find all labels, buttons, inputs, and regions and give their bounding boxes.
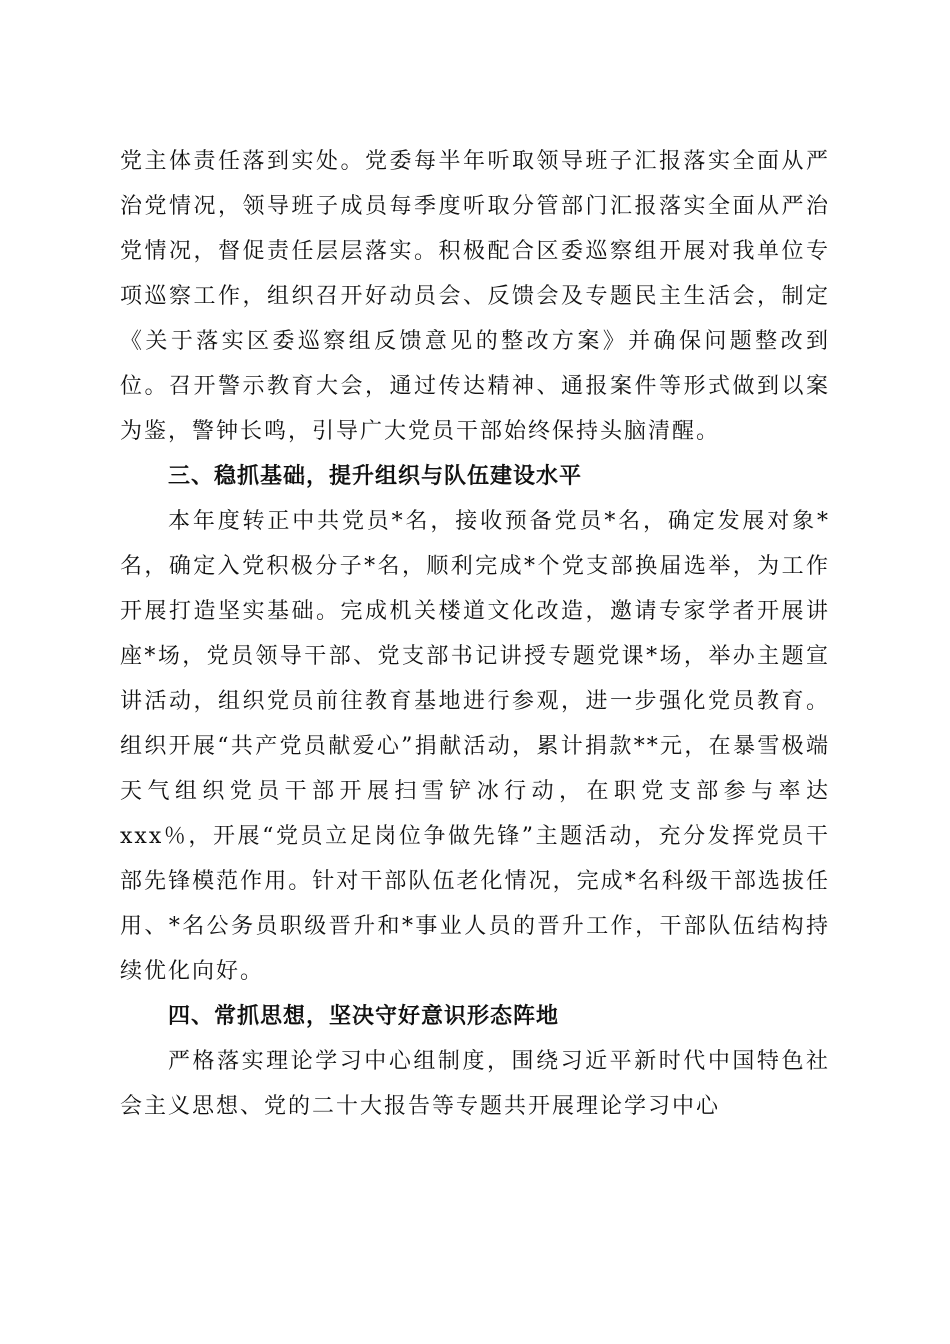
section-paragraph-4: 严格落实理论学习中心组制度，围绕习近平新时代中国特色社会主义思想、党的二十大报告等专题共开展理论学习中心	[120, 1049, 830, 1119]
document-body	[120, 139, 830, 1129]
continued-paragraph: 党主体责任落到实处。党委每半年听取领导班子汇报落实全面从严治党情况，领导班子成员每季度听取分管部门汇报落实全面从严治党情况，督促责任层层落实。积极配合区委巡察组开展对我单位专项巡察工作，组织召开好动员会、反馈会及专题民主生活会，制定《关于落实区委巡察组反馈意见的整改方案》并确保问题整改到位。召开警示教育大会，通过传达精神、通报案件等形式做到以案为鉴，警钟长鸣，引导广大党员干部始终保持头脑清醒。	[120, 149, 830, 444]
section-heading-4: 四、常抓思想，坚决守好意识形态阵地	[168, 1004, 560, 1029]
section-heading-3: 三、稳抓基础，提升组织与队伍建设水平	[168, 464, 583, 489]
section-paragraph-3: 本年度转正中共党员*名，接收预备党员*名，确定发展对象*名，确定入党积极分子*名，顺利完成*个党支部换届选举，为工作开展打造坚实基础。完成机关楼道文化改造，邀请专家学者开展讲座*场，党员领导干部、党支部书记讲授专题党课*场，举办主题宣讲活动，组织党员前往教育基地进行参观，进一步强化党员教育。组织开展“共产党员献爱心”捐献活动，累计捐款**元，在暴雪极端天气组织党员干部开展扫雪铲冰行动，在职党支部参与率达xxx％，开展“党员立足岗位争做先锋”主题活动，充分发挥党员干部先锋模范作用。针对干部队伍老化情况，完成*名科级干部选拔任用、*名公务员职级晋升和*事业人员的晋升工作，干部队伍结构持续优化向好。	[120, 509, 830, 984]
